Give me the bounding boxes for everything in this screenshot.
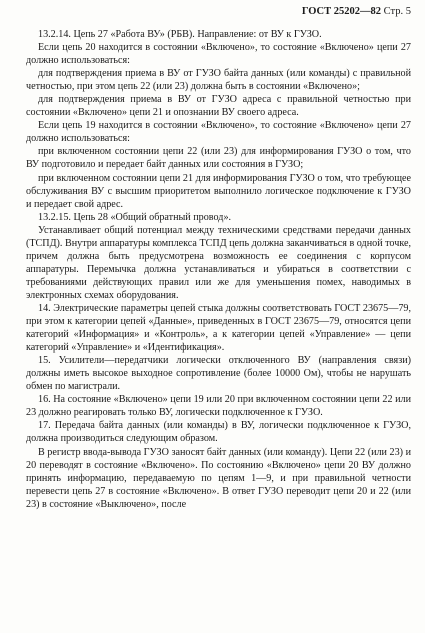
paragraph: Устанавливает общий потенциал между техническими средствами передачи данных (ТСПД). Внутри аппаратуры комплекса ТСПД цепь должна заканчиваться в одной точке, причем должна быть предусмотрена возможность ее соединения с корпусом аппаратуры. Перемычка должна устанавливаться и убираться в соответствии с требованиями действующих правил или же для уменьшения помех, наводимых в электронных схемах оборудования. xyxy=(26,224,412,301)
paragraph: для подтверждения приема в ВУ от ГУЗО адреса с правильной четностью при состоянии «Включено» цепи 21 и опознании ВУ своего адреса. xyxy=(26,94,411,119)
paragraph: 17. Передача байта данных (или команды) в ВУ, логически подключенное к ГУЗО, должна производиться следующим образом. xyxy=(26,420,411,445)
paragraph: Если цепь 20 находится в состоянии «Включено», то состояние «Включено» цепи 27 должно использоваться: xyxy=(26,42,411,67)
body-text xyxy=(26,28,411,511)
paragraph: 14. Электрические параметры цепей стыка должны соответствовать ГОСТ 23675—79, при этом к категории цепей «Данные», приведенных в ГОСТ 23675—79, относятся цепи категорий «Информация» и «Контроль», а к категории цепей «Управление» — цепи категорий «Управление» и «Идентификация». xyxy=(26,302,411,354)
paragraph: 15. Усилители—передатчики логически отключенного ВУ (направления связи) должны иметь высокое выходное сопротивление (более 10000 Ом), чтобы не нарушать обмен по магистрали. xyxy=(26,355,411,393)
paragraph: при включенном состоянии цепи 22 (или 23) для информирования ГУЗО о том, что ВУ подготовило и передает байт данных или состояния в ГУЗО; xyxy=(26,146,411,171)
paragraph: при включенном состоянии цепи 21 для информирования ГУЗО о том, что требующее обслуживания ВУ с высшим приоритетом выполнило логическое подключение к ГУЗО и передает свой адрес. xyxy=(26,172,411,210)
paragraph: В регистр ввода-вывода ГУЗО заносят байт данных (или команду). Цепи 22 (или 23) и 20 переводят в состояние «Включено». По состоянию «Включено» цепи 20 ВУ должно принять информацию, передаваемую по цепям 1—9, и при правильной четности перевести цепь 27 в состояние «Включено». В ответ ГУЗО переводит цепи 20 и 22 (или 23) в состояние «Выключено», после xyxy=(26,446,411,510)
paragraph: Если цепь 19 находится в состоянии «Включено», то состояние «Включено» цепи 27 должно использоваться: xyxy=(26,120,411,145)
page-header xyxy=(302,6,411,17)
paragraph: 13.2.15. Цепь 28 «Общий обратный провод». xyxy=(38,211,232,223)
page-number: Стр. 5 xyxy=(383,6,411,17)
paragraph: для подтверждения приема в ВУ от ГУЗО байта данных (или команды) с правильной четностью, при этом цепь 22 (или 23) должна быть в состоянии «Включено»; xyxy=(26,68,411,93)
paragraph: 16. На состояние «Включено» цепи 19 или 20 при включенном состоянии цепи 22 или 23 должно реагировать только ВУ, логически подключенное к ГУЗО. xyxy=(26,394,411,419)
standard-number: ГОСТ 25202—82 xyxy=(301,6,382,17)
paragraph: 13.2.14. Цепь 27 «Работа ВУ» (РБВ). Направление: от ВУ к ГУЗО. xyxy=(38,29,322,40)
